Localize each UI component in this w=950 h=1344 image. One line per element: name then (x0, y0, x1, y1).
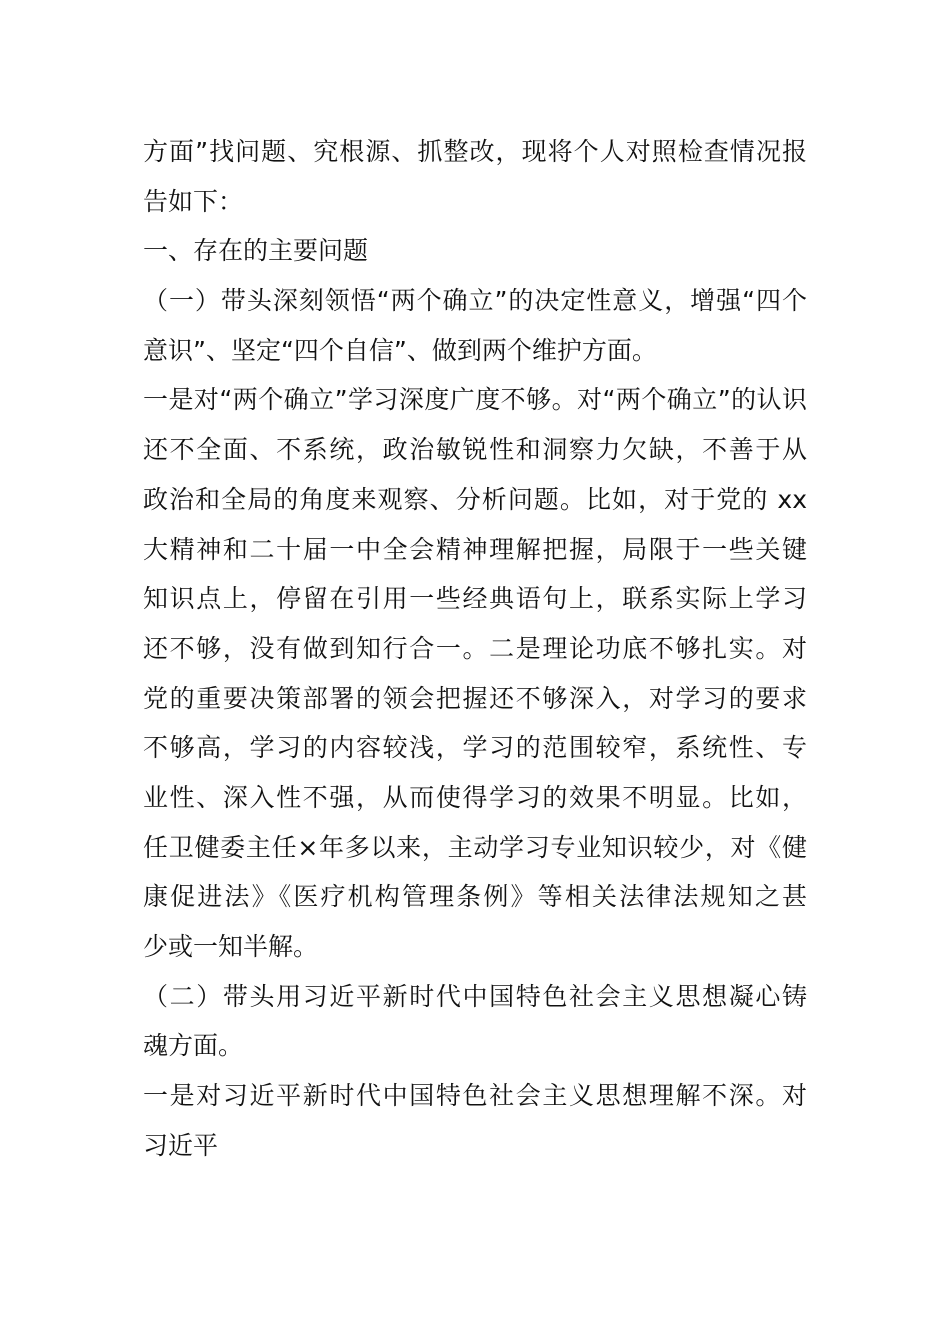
paragraph-2-line-2: 习近平 (143, 1130, 219, 1160)
paragraph-line-9: 业性、深入性不强，从而使得学习的效果不明显。比如， (143, 782, 807, 812)
subsection-heading-1-line-1: （一）带头深刻领悟“两个确立”的决定性意义，增强“四个 (143, 286, 807, 316)
paragraph-line-3: 政治和全局的角度来观察、分析问题。比如，对于党的 xx (143, 484, 807, 514)
paragraph-line-2: 还不全面、不系统，政治敏锐性和洞察力欠缺，不善于从 (143, 435, 807, 465)
subsection-heading-2-line-1: （二）带头用习近平新时代中国特色社会主义思想凝心铸 (143, 981, 807, 1011)
paragraph-line-11: 康促进法》《医疗机构管理条例》等相关法律法规知之甚 (143, 882, 807, 912)
subsection-heading-2-line-2: 魂方面。 (143, 1031, 244, 1061)
paragraph-line-10: 任卫健委主任×年多以来，主动学习专业知识较少，对《健 (143, 832, 807, 862)
text-line-1: 方面”找问题、究根源、抓整改，现将个人对照检查情况报 (143, 137, 807, 166)
paragraph-line-1: 一是对“两个确立”学习深度广度不够。对“两个确立”的认识 (143, 385, 807, 415)
paragraph-line-5: 知识点上，停留在引用一些经典语句上，联系实际上学习 (143, 584, 807, 614)
paragraph-line-8: 不够高，学习的内容较浅，学习的范围较窄，系统性、专 (143, 733, 807, 763)
paragraph-line-6: 还不够，没有做到知行合一。二是理论功底不够扎实。对 (143, 633, 807, 663)
paragraph-line-12: 少或一知半解。 (143, 932, 319, 961)
paragraph-line-7: 党的重要决策部署的领会把握还不够深入，对学习的要求 (143, 683, 807, 713)
document-body (143, 127, 807, 1170)
paragraph-line-4: 大精神和二十届一中全会精神理解把握，局限于一些关键 (143, 534, 807, 564)
section-heading: 一、存在的主要问题 (143, 236, 369, 266)
paragraph-2-line-1: 一是对习近平新时代中国特色社会主义思想理解不深。对 (143, 1081, 807, 1111)
subsection-heading-1-line-2: 意识”、坚定“四个自信”、做到两个维护方面。 (143, 335, 657, 365)
text-line-2: 告如下： (143, 186, 244, 216)
